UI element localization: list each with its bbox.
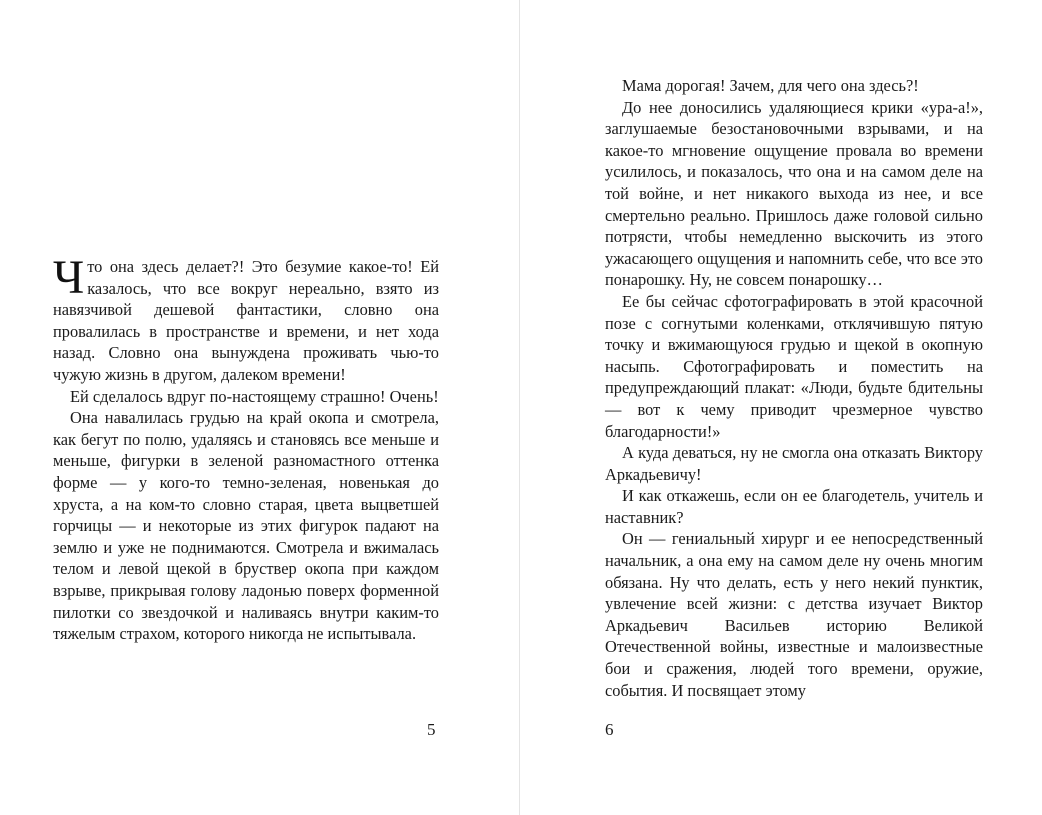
paragraph: И как откажешь, если он ее благодетель, учитель и наставник? xyxy=(605,486,983,527)
paragraph: Она навалилась грудью на край окопа и смотрела, как бегут по полю, удаляясь и становясь все меньше и меньше, фигурки в зеленой разномастного оттенка форме — у кого-то темно-зеленая, новенькая до хруста, а на ком-то словно старая, цвета выцветшей горчицы — и некоторые из этих фигурок падают на землю и уже не поднимаются. Смотрела и вжималась телом и левой щекой в бруствер окопа при каждом взрыве, прикрывая голову ладонью поверх форменной пилотки со звездочкой и наливаясь внутри каким-то тяжелым страхом, которого никогда не испытывала. xyxy=(53,408,439,644)
paragraph: До нее доносились удаляющиеся крики «ура-а!», заглушаемые безостановочными взрывами, и на какое-то мгновение ощущение провала во времени усилилось, и показалось, что она и на самом деле на той войне, и нет никакого выхода из нее, и все смертельно реально. Пришлось даже головой сильно потрясти, чтобы немедленно выскочить из этого ужасающего ощущения и напомнить себе, что все это понарошку. Ну, не совсем понарошку… xyxy=(605,97,983,290)
paragraph: Что она здесь делает?! Это безумие какое-то! Ей казалось, что все вокруг нереально, взято из навязчивой дешевой фантастики, словно она провалилась в пространстве и времени, и нет хода назад. Словно она вынуждена проживать чью-то чужую жизнь в другом, далеком времени! xyxy=(53,251,439,384)
paragraph: Ей сделалось вдруг по-настоящему страшно! Очень! xyxy=(70,386,439,406)
page-number: 5 xyxy=(427,720,436,739)
left-page-text xyxy=(53,251,439,645)
paragraph: Ее бы сейчас сфотографировать в этой красочной позе с согнутыми коленками, отклячившую пятую точку и вжимающуюся грудью и щекой в окопную насыпь. Сфотографировать и поместить на предупреждающий плакат: «Люди, будьте бдительны — вот к чему приводит чрезмерное чувство благодарности!» xyxy=(605,291,983,441)
page-number: 6 xyxy=(605,720,614,739)
drop-cap: Ч xyxy=(53,251,85,304)
right-page-text xyxy=(605,75,983,701)
paragraph: Он — гениальный хирург и ее непосредственный начальник, а она ему на самом деле ну очень многим обязана. Ну что делать, есть у него некий пунктик, увлечение всей жизни: с детства изучает Виктор Аркадьевич Васильев историю Великой Отечественной войны, известные и малоизвестные бои и сражения, людей того времени, оружие, события. И посвящает этому xyxy=(605,529,983,700)
paragraph: Мама дорогая! Зачем, для чего она здесь?! xyxy=(622,76,919,95)
paragraph: А куда деваться, ну не смогла она отказать Виктору Аркадьевичу! xyxy=(605,443,983,484)
right-page xyxy=(521,0,1041,815)
left-page xyxy=(0,0,520,815)
